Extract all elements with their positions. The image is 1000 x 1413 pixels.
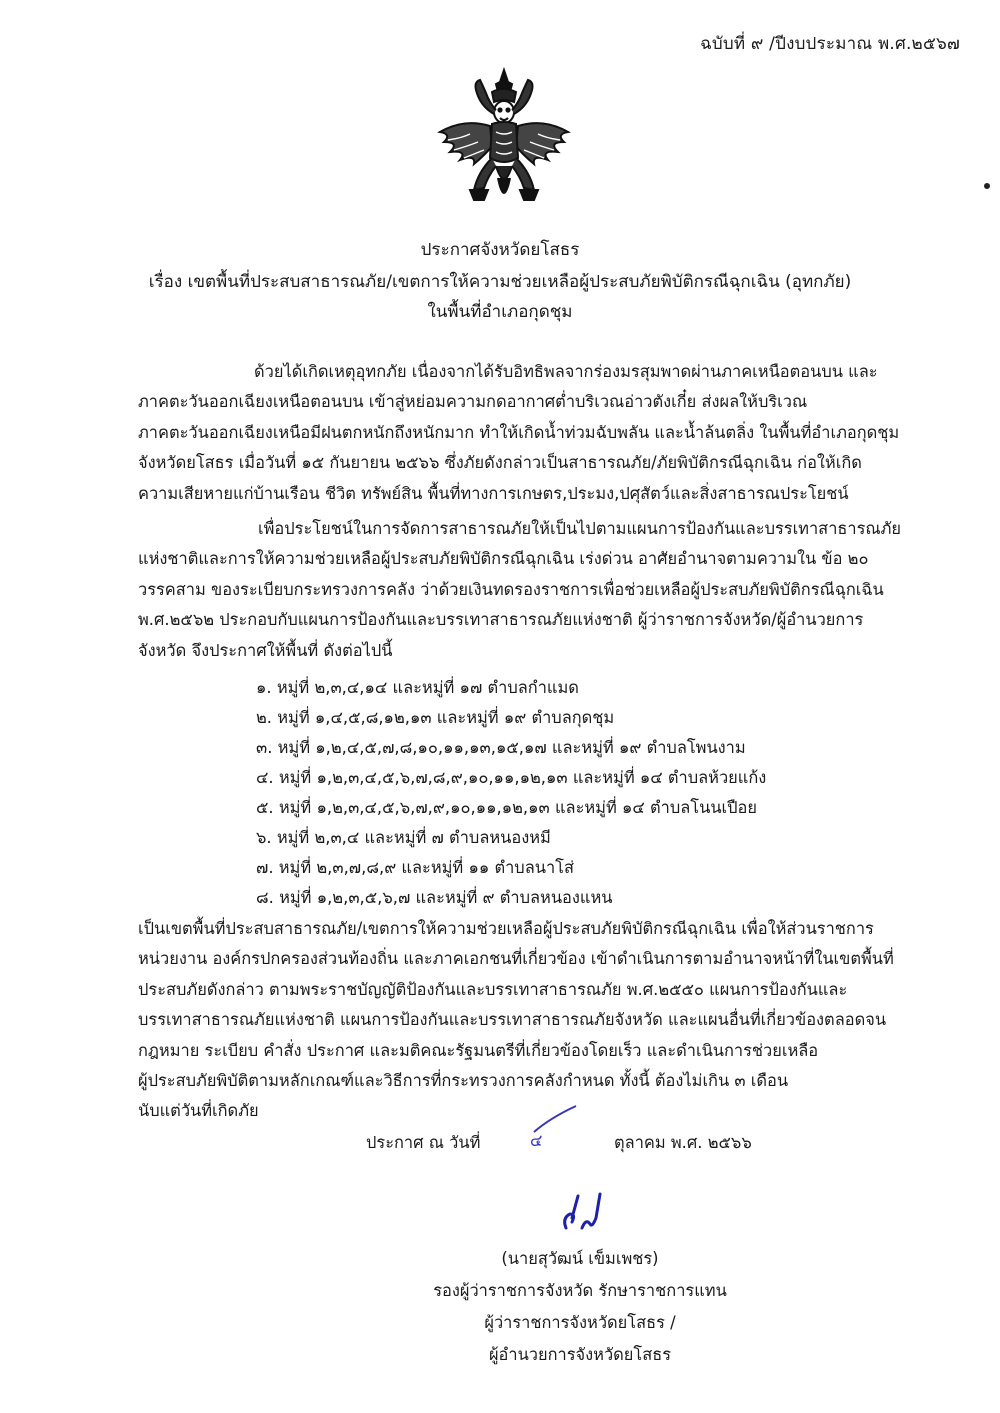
paragraph-1-line: ความเสียหายแก่บ้านเรือน ชีวิต ทรัพย์สิน พื้นที่ทางการเกษตร,ประมง,ปศุสัตว์และสิ่งสาธารณประโยชน์ [138,483,849,503]
announce-date-rest: ตุลาคม พ.ศ. ๒๕๖๖ [614,1133,752,1152]
title-line-3: ในพื้นที่อำเภอกุดชุม [427,302,573,322]
paragraph-3-line: ผู้ประสบภัยพิบัติตามหลักเกณฑ์และวิธีการที่กระทรวงการคลังกำหนด ทั้งนี้ ต้องไม่เกิน ๓ เดือน [138,1071,789,1091]
title-line-2: เรื่อง เขตพื้นที่ประสบสาธารณภัย/เขตการให้ความช่วยเหลือผู้ประสบภัยพิบัติกรณีฉุกเฉิน (อุทกภัย) [148,272,852,292]
paragraph-2-line: พ.ศ.๒๕๖๒ ประกอบกับแผนการป้องกันและบรรเทาสาธารณภัยแห่งชาติ ผู้ว่าราชการจังหวัด/ผู้อำนวยการ [138,610,864,630]
paragraph-1 [138,357,902,509]
list-item: ๑. หมู่ที่ ๒,๓,๔,๑๔ และหมู่ที่ ๑๗ ตำบลกำแมด [256,678,579,697]
handwritten-signature [556,1188,612,1234]
paragraph-3-line: นับแต่วันที่เกิดภัย [138,1101,259,1121]
paragraph-3 [138,914,902,1127]
affected-area-list [256,673,766,913]
paragraph-1-line: จังหวัดยโสธร เมื่อวันที่ ๑๕ กันยายน ๒๕๖๖ ซึ่งภัยดังกล่าวเป็นสาธารณภัย/ภัยพิบัติกรณีฉุกเฉิน ก่อให้เกิด [138,453,862,473]
announce-date-day: ๔ [530,1131,543,1150]
issue-number: ฉบับที่ ๙ /ปีงบประมาณ พ.ศ.๒๕๖๗ [700,34,960,54]
paragraph-1-line: ภาคตะวันออกเฉียงเหนือตอนบน เข้าสู่หย่อมความกดอากาศต่ำบริเวณอ่าวตังเกี๋ย ส่งผลให้บริเวณ [138,392,808,412]
signatory-name: (นายสุวัฒน์ เข็มเพชร) [501,1249,659,1268]
list-item: ๓. หมู่ที่ ๑,๒,๔,๕,๗,๘,๑๐,๑๑,๑๓,๑๕,๑๗ และหมู่ที่ ๑๙ ตำบลโพนงาม [256,738,746,757]
paragraph-3-line: ประสบภัยดังกล่าว ตามพระราชบัญญัติป้องกันและบรรเทาสาธารณภัย พ.ศ.๒๕๕๐ แผนการป้องกันและ [138,979,848,999]
paragraph-2-line: แห่งชาติและการให้ความช่วยเหลือผู้ประสบภัยพิบัติกรณีฉุกเฉิน เร่งด่วน อาศัยอำนาจตามความใน ข้อ ๒๐ [138,549,869,569]
title-line-1: ประกาศจังหวัดยโสธร [420,240,580,260]
paragraph-3-line: กฎหมาย ระเบียบ คำสั่ง ประกาศ และมติคณะรัฐมนตรีที่เกี่ยวข้องโดยเร็ว และดำเนินการช่วยเหลือ [138,1040,819,1060]
paragraph-2-line: เพื่อประโยชน์ในการจัดการสาธารณภัยให้เป็นไปตามแผนการป้องกันและบรรเทาสาธารณภัย [258,519,902,538]
paragraph-1-line: ภาคตะวันออกเฉียงเหนือมีฝนตกหนักถึงหนักมาก ทำให้เกิดน้ำท่วมฉับพลัน และน้ำล้นตลิ่ง ในพื้นที่อำเภอกุดชุม [138,422,900,442]
paragraph-3-line: หน่วยงาน องค์กรปกครองส่วนท้องถิ่น และภาคเอกชนที่เกี่ยวข้อง เข้าดำเนินการตามอำนาจหน้าที่ในเขตพื้นที่ [138,949,894,969]
paragraph-2-line: วรรคสาม ของระเบียบกระทรวงการคลัง ว่าด้วยเงินทดรองราชการเพื่อช่วยเหลือผู้ประสบภัยพิบัติกรณีฉุกเฉิน [138,579,884,599]
announce-date-prefix: ประกาศ ณ วันที่ [366,1133,481,1152]
list-item: ๘. หมู่ที่ ๑,๒,๓,๕,๖,๗ และหมู่ที่ ๙ ตำบลหนองแหน [256,888,613,907]
signatory-position-2: ผู้ว่าราชการจังหวัดยโสธร / [484,1313,676,1332]
list-item: ๕. หมู่ที่ ๑,๒,๓,๔,๕,๖,๗,๙,๑๐,๑๑,๑๒,๑๓ และหมู่ที่ ๑๔ ตำบลโนนเปือย [256,798,757,817]
ink-speck [984,183,990,189]
garuda-emblem-icon [430,62,578,212]
pen-stroke-mark [520,1102,580,1142]
list-item: ๖. หมู่ที่ ๒,๓,๔ และหมู่ที่ ๗ ตำบลหนองหมี [256,828,551,847]
paragraph-1-line: ด้วยได้เกิดเหตุอุทกภัย เนื่องจากได้รับอิทธิพลจากร่องมรสุมพาดผ่านภาคเหนือตอนบน และ [254,362,878,381]
list-item: ๔. หมู่ที่ ๑,๒,๓,๔,๕,๖,๗,๘,๙,๑๐,๑๑,๑๒,๑๓ และหมู่ที่ ๑๔ ตำบลห้วยแก้ง [256,768,767,787]
paragraph-2 [138,514,902,666]
signatory-position-3: ผู้อำนวยการจังหวัดยโสธร [488,1345,672,1364]
list-item: ๒. หมู่ที่ ๑,๔,๕,๘,๑๒,๑๓ และหมู่ที่ ๑๙ ตำบลกุดชุม [256,708,615,727]
paragraph-3-line: บรรเทาสาธารณภัยแห่งชาติ แผนการป้องกันและบรรเทาสาธารณภัยจังหวัด และแผนอื่นที่เกี่ยวข้องตลอดจน [138,1010,887,1030]
list-item: ๗. หมู่ที่ ๒,๓,๗,๘,๙ และหมู่ที่ ๑๑ ตำบลนาโส่ [256,858,574,877]
paragraph-2-line: จังหวัด จึงประกาศให้พื้นที่ ดังต่อไปนี้ [138,640,393,660]
signatory-position-1: รองผู้ว่าราชการจังหวัด รักษาราชการแทน [433,1281,727,1300]
paragraph-3-line: เป็นเขตพื้นที่ประสบสาธารณภัย/เขตการให้ความช่วยเหลือผู้ประสบภัยพิบัติกรณีฉุกเฉิน เพื่อให้ส่วนราชการ [138,919,874,938]
